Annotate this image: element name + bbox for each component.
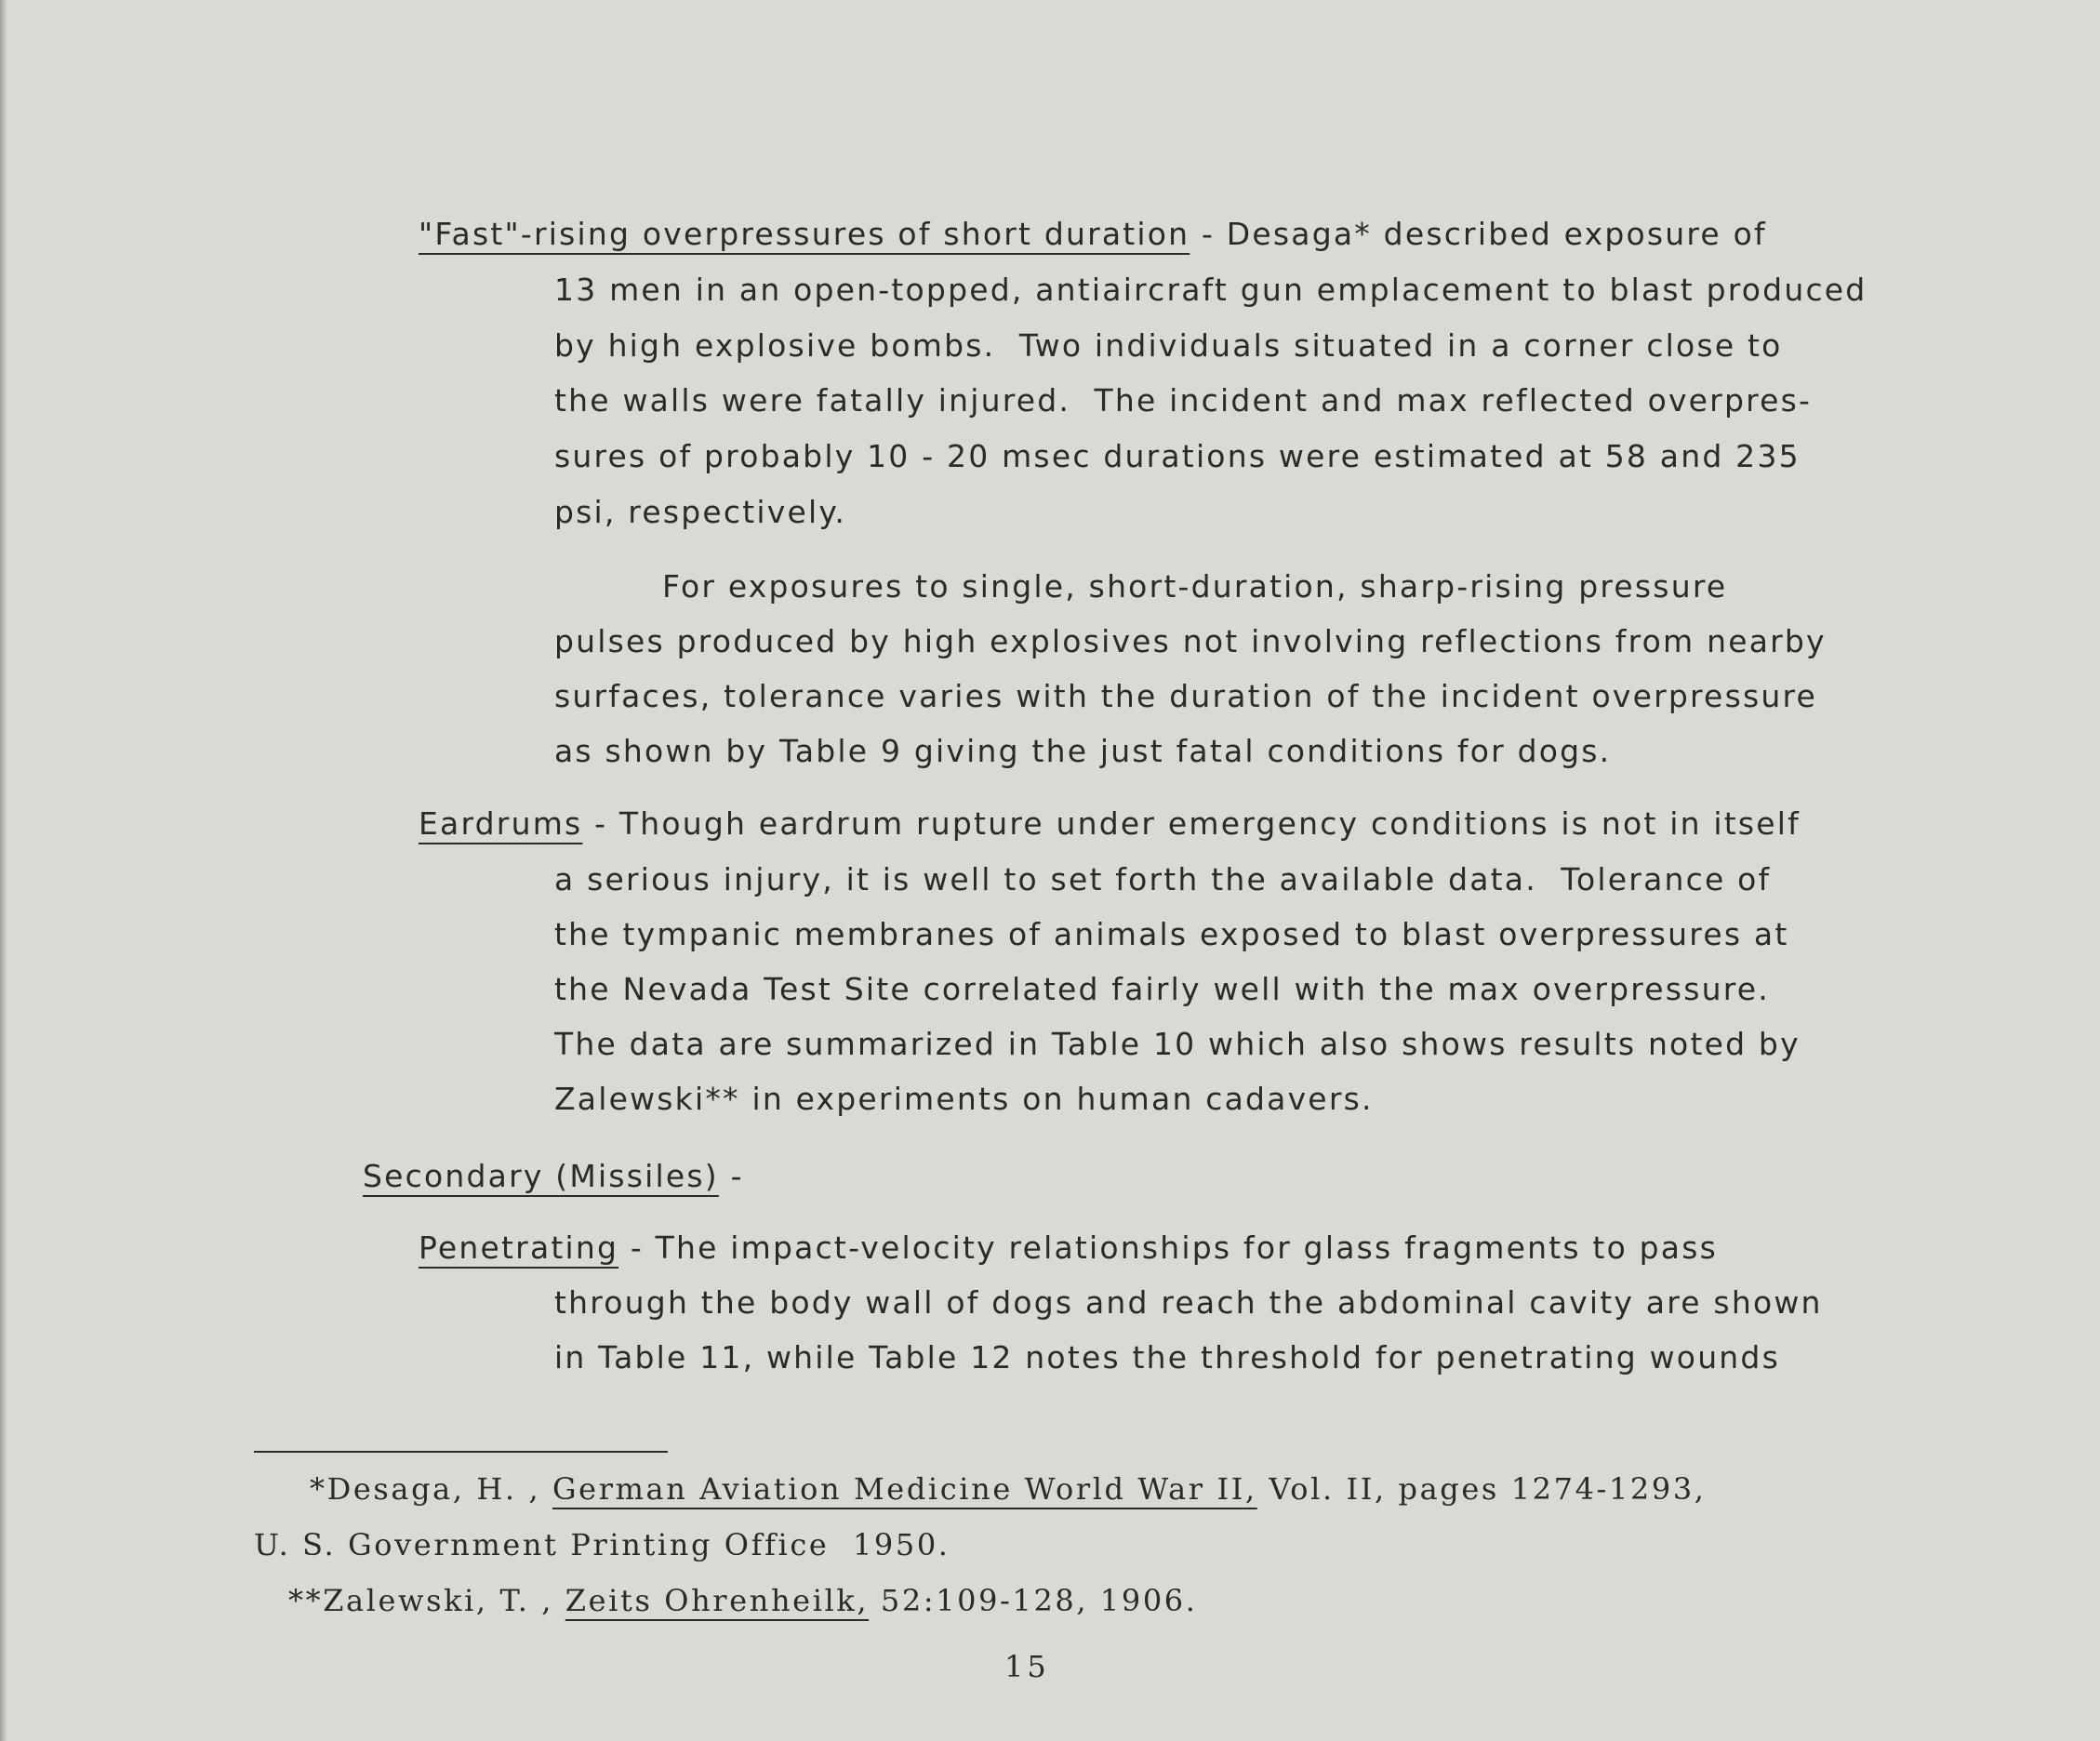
footnote-desaga (310, 1470, 1707, 1508)
footnote-zalewski-title: Zeits Ohrenheilk, (565, 1583, 870, 1618)
body-line: psi, respectively. (554, 494, 847, 530)
footnote-separator-rule (254, 1451, 668, 1453)
body-line: in Table 11, while Table 12 notes the threshold for penetrating wounds (554, 1339, 1780, 1376)
footnote-desaga-author: *Desaga, H. , (310, 1471, 552, 1507)
footnote-zalewski (288, 1582, 1198, 1619)
footnote-zalewski-author: **Zalewski, T. , (288, 1583, 565, 1618)
body-line: the walls were fatally injured. The incident and max reflected overpres- (554, 382, 1813, 419)
paragraph-penetrating-first-line (419, 1229, 1718, 1267)
paragraph-secondary (363, 1158, 744, 1195)
body-line: surfaces, tolerance varies with the duration of the incident overpressure (554, 678, 1818, 714)
footnote-zalewski-details: 52:109-128, 1906. (869, 1583, 1198, 1618)
body-line: sures of probably 10 - 20 msec durations were estimated at 58 and 235 (554, 438, 1801, 474)
heading-penetrating: Penetrating (419, 1229, 619, 1266)
footnote-desaga-details: Vol. II, pages 1274-1293, (1256, 1471, 1707, 1507)
fast-rising-lead: - Desaga* described exposure of (1190, 216, 1767, 252)
paragraph-eardrums-first-line (419, 805, 1801, 843)
page-edge (0, 0, 7, 1741)
body-line: the tympanic membranes of animals exposed to blast overpressures at (554, 916, 1789, 952)
secondary-tail: - (718, 1158, 744, 1194)
body-line: through the body wall of dogs and reach the abdominal cavity are shown (554, 1284, 1823, 1321)
body-line: Zalewski** in experiments on human cadavers. (554, 1081, 1374, 1117)
paragraph-fast-rising-first-line (419, 216, 1767, 253)
footnote-desaga-title: German Aviation Medicine World War II, (552, 1471, 1257, 1507)
heading-fast-rising: "Fast"-rising overpressures of short duration (419, 216, 1190, 252)
body-line: the Nevada Test Site correlated fairly well with the max overpressure. (554, 971, 1770, 1007)
eardrums-lead: - Though eardrum rupture under emergency conditions is not in itself (582, 805, 1801, 842)
paragraph-single-exposure-first-line: For exposures to single, short-duration, sharp-rising pressure (662, 568, 1728, 605)
penetrating-lead: - The impact-velocity relationships for glass fragments to pass (618, 1229, 1719, 1266)
body-line: The data are summarized in Table 10 which also shows results noted by (554, 1026, 1801, 1062)
heading-secondary-missiles: Secondary (Missiles) (363, 1158, 719, 1194)
page-number: 15 (1004, 1649, 1050, 1684)
body-line: as shown by Table 9 giving the just fatal conditions for dogs. (554, 733, 1612, 769)
body-line: pulses produced by high explosives not involving reflections from nearby (554, 623, 1827, 659)
footnote-desaga-continuation: U. S. Government Printing Office 1950. (254, 1527, 950, 1562)
body-line: a serious injury, it is well to set forth the available data. Tolerance of (554, 861, 1772, 897)
body-line: 13 men in an open-topped, antiaircraft gun emplacement to blast produced (554, 272, 1867, 308)
heading-eardrums: Eardrums (419, 805, 583, 842)
body-line: by high explosive bombs. Two individuals situated in a corner close to (554, 327, 1783, 364)
